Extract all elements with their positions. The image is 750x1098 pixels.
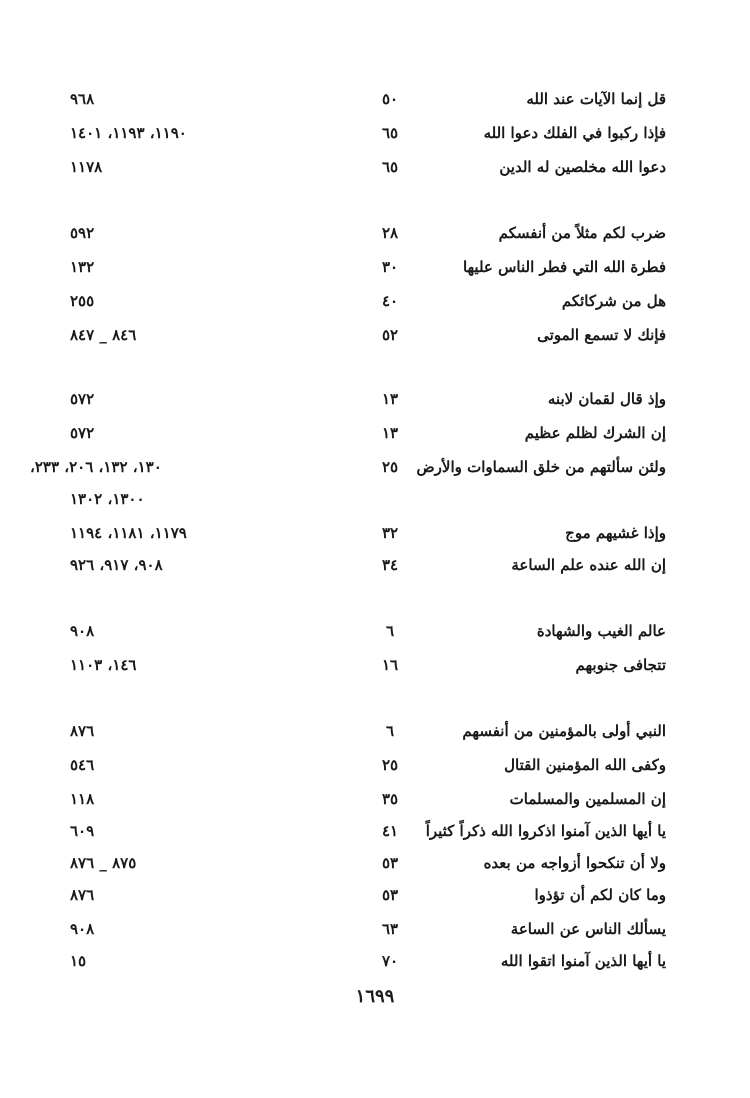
page-references: ١٣٠، ١٣٢، ٢٠٦، ٢٣٣، (30, 458, 162, 476)
verse-text: فإذا ركبوا في الفلك دعوا الله (483, 124, 666, 142)
verse-number: ٦٣ (381, 920, 399, 938)
page-references: ٥٩٢ (70, 224, 95, 242)
verse-number: ٣٠ (381, 258, 399, 276)
verse-number: ١٦ (381, 656, 399, 674)
index-entry (0, 782, 750, 816)
verse-text: ضرب لكم مثلاً من أنفسكم (498, 224, 666, 242)
page-references: ١٣٢ (70, 258, 95, 276)
verse-number: ٥٣ (381, 854, 399, 872)
surah-heading-luqman (266, 348, 666, 384)
index-entry (0, 150, 750, 184)
surah-heading-sajdah (266, 580, 666, 616)
index-entry (0, 116, 750, 150)
index-entry (0, 944, 750, 978)
page-references: ٨٧٥ _ ٨٧٦ (70, 854, 137, 872)
page-references: ٩٦٨ (70, 90, 95, 108)
index-entry (0, 284, 750, 318)
verse-number: ٦ (385, 622, 395, 640)
verse-number: ٣٤ (381, 556, 399, 574)
page-references: ٩٠٨، ٩١٧، ٩٢٦ (70, 556, 163, 574)
verse-text: وإذ قال لقمان لابنه (547, 390, 666, 408)
verse-text: ولئن سألتهم من خلق السماوات والأرض (416, 458, 666, 476)
verse-number: ٢٥ (381, 756, 399, 774)
page-references: ٥٧٢ (70, 390, 95, 408)
verse-number: ٣٢ (381, 524, 399, 542)
verse-number: ٢٨ (381, 224, 399, 242)
page-references: ٩٠٨ (70, 622, 95, 640)
index-entry (0, 318, 750, 352)
verse-text: إن الشرك لظلم عظيم (524, 424, 666, 442)
verse-number: ٥٠ (381, 90, 399, 108)
page-references: ٥٤٦ (70, 756, 95, 774)
verse-number: ٦٥ (381, 124, 399, 142)
verse-text: دعوا الله مخلصين له الدين (499, 158, 666, 176)
page-references: ١١٧٨ (70, 158, 103, 176)
index-entry (0, 516, 750, 550)
index-entry (0, 912, 750, 946)
index-entry (0, 216, 750, 250)
index-entry (0, 548, 750, 582)
page-number: ١٦٩٩ (355, 986, 395, 1007)
index-entry (0, 714, 750, 748)
verse-text: إن المسلمين والمسلمات (509, 790, 666, 808)
verse-text: وإذا غشيهم موج (565, 524, 666, 542)
verse-text: يسألك الناس عن الساعة (510, 920, 666, 938)
index-entry (0, 814, 750, 848)
verse-number: ١٣ (381, 424, 399, 442)
verse-text: يا أيها الذين آمنوا اتقوا الله (500, 952, 666, 970)
page-references: ٨٤٦ _ ٨٤٧ (70, 326, 137, 344)
verse-text: وما كان لكم أن تؤذوا (534, 886, 666, 904)
index-entry (0, 82, 750, 116)
page-references: ٦٠٩ (70, 822, 95, 840)
verse-text: يا أيها الذين آمنوا اذكروا الله ذكراً كثيراً (425, 822, 666, 840)
verse-number: ٥٢ (381, 326, 399, 344)
verse-number: ٤٠ (381, 292, 399, 310)
index-entry (0, 416, 750, 450)
index-entry (0, 878, 750, 912)
verse-number: ٦٥ (381, 158, 399, 176)
page-references: ٥٧٢ (70, 424, 95, 442)
page-references: ٨٧٦ (70, 722, 95, 740)
index-entry (0, 748, 750, 782)
index-entry (0, 648, 750, 682)
verse-text: عالم الغيب والشهادة (536, 622, 666, 640)
verse-number: ٣٥ (381, 790, 399, 808)
verse-text: هل من شركائكم (561, 292, 666, 310)
index-entry (0, 450, 750, 484)
verse-text: ولا أن تنكحوا أزواجه من بعده (483, 854, 666, 872)
index-entry (0, 614, 750, 648)
verse-text: قل إنما الآيات عند الله (526, 90, 666, 108)
index-entry-continuation (0, 482, 750, 516)
index-entry (0, 382, 750, 416)
verse-number: ٢٥ (381, 458, 399, 476)
page-references-continued: ١٣٠٠، ١٣٠٢ (70, 490, 145, 508)
page-references: ٨٧٦ (70, 886, 95, 904)
verse-text: إن الله عنده علم الساعة (511, 556, 666, 574)
verse-text: فإنك لا تسمع الموتى (537, 326, 666, 344)
verse-number: ٦ (385, 722, 395, 740)
surah-heading-rum (266, 182, 666, 218)
verse-text: النبي أولى بالمؤمنين من أنفسهم (462, 722, 666, 740)
verse-text: وكفى الله المؤمنين القتال (504, 756, 666, 774)
page-references: ١١٨ (70, 790, 95, 808)
verse-number: ٥٣ (381, 886, 399, 904)
page-references: ١٤٦، ١١٠٣ (70, 656, 137, 674)
index-entry (0, 846, 750, 880)
page-references: ٩٠٨ (70, 920, 95, 938)
verse-number: ٧٠ (381, 952, 399, 970)
verse-text: تتجافى جنوبهم (575, 656, 666, 674)
index-entry (0, 250, 750, 284)
verse-number: ٤١ (381, 822, 399, 840)
page-references: ٢٥٥ (70, 292, 95, 310)
surah-heading-ahzab (266, 680, 666, 716)
verse-number: ١٣ (381, 390, 399, 408)
page-references: ١١٩٠، ١١٩٣، ١٤٠١ (70, 124, 187, 142)
verse-text: فطرة الله التي فطر الناس عليها (462, 258, 666, 276)
page-references: ١٥ (70, 952, 87, 970)
page-references: ١١٧٩، ١١٨١، ١١٩٤ (70, 524, 187, 542)
